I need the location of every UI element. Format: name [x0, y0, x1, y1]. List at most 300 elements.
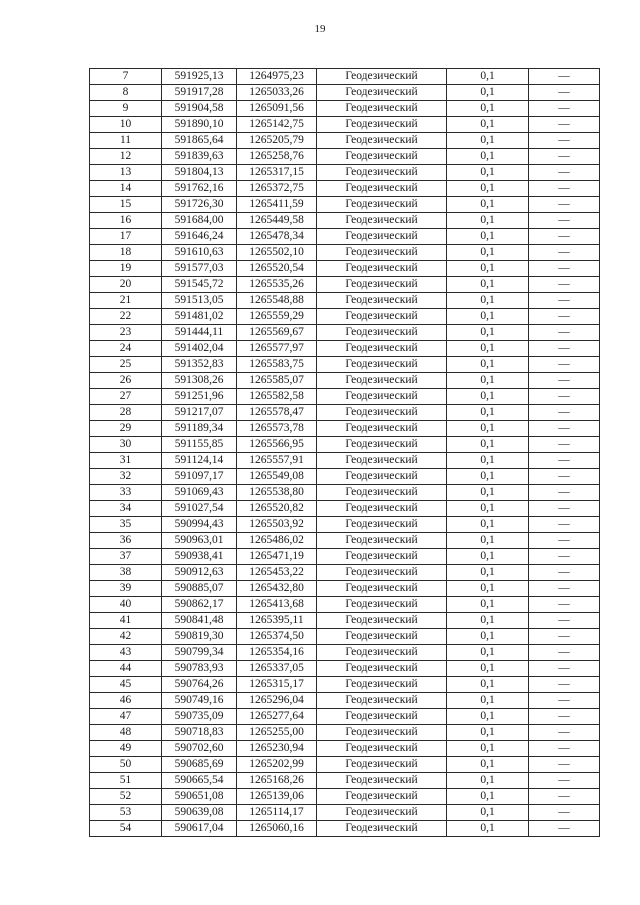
method-cell: Геодезический — [317, 485, 447, 501]
method-cell: Геодезический — [317, 165, 447, 181]
point-number-cell: 48 — [90, 725, 162, 741]
description-cell: — — [529, 277, 600, 293]
x-coordinate-cell: 590685,69 — [162, 757, 237, 773]
accuracy-cell: 0,1 — [447, 421, 529, 437]
point-number-cell: 24 — [90, 341, 162, 357]
method-cell: Геодезический — [317, 517, 447, 533]
x-coordinate-cell: 590764,26 — [162, 677, 237, 693]
accuracy-cell: 0,1 — [447, 373, 529, 389]
accuracy-cell: 0,1 — [447, 405, 529, 421]
y-coordinate-cell: 1265577,97 — [237, 341, 317, 357]
accuracy-cell: 0,1 — [447, 389, 529, 405]
description-cell: — — [529, 357, 600, 373]
y-coordinate-cell: 1265453,22 — [237, 565, 317, 581]
accuracy-cell: 0,1 — [447, 85, 529, 101]
method-cell: Геодезический — [317, 501, 447, 517]
y-coordinate-cell: 1265168,26 — [237, 773, 317, 789]
description-cell: — — [529, 629, 600, 645]
description-cell: — — [529, 101, 600, 117]
table-row — [90, 597, 600, 613]
description-cell: — — [529, 773, 600, 789]
description-cell: — — [529, 805, 600, 821]
table-row — [90, 405, 600, 421]
point-number-cell: 29 — [90, 421, 162, 437]
x-coordinate-cell: 590963,01 — [162, 533, 237, 549]
y-coordinate-cell: 1265573,78 — [237, 421, 317, 437]
point-number-cell: 16 — [90, 213, 162, 229]
accuracy-cell: 0,1 — [447, 709, 529, 725]
coordinates-table — [89, 68, 600, 837]
table-row — [90, 213, 600, 229]
y-coordinate-cell: 1265566,95 — [237, 437, 317, 453]
x-coordinate-cell: 590617,04 — [162, 821, 237, 837]
point-number-cell: 37 — [90, 549, 162, 565]
description-cell: — — [529, 453, 600, 469]
method-cell: Геодезический — [317, 325, 447, 341]
y-coordinate-cell: 1265337,05 — [237, 661, 317, 677]
table-row — [90, 373, 600, 389]
y-coordinate-cell: 1265114,17 — [237, 805, 317, 821]
x-coordinate-cell: 591189,34 — [162, 421, 237, 437]
point-number-cell: 21 — [90, 293, 162, 309]
accuracy-cell: 0,1 — [447, 821, 529, 837]
x-coordinate-cell: 591890,10 — [162, 117, 237, 133]
x-coordinate-cell: 591610,63 — [162, 245, 237, 261]
accuracy-cell: 0,1 — [447, 309, 529, 325]
table-row — [90, 581, 600, 597]
point-number-cell: 10 — [90, 117, 162, 133]
x-coordinate-cell: 591097,17 — [162, 469, 237, 485]
x-coordinate-cell: 590735,09 — [162, 709, 237, 725]
x-coordinate-cell: 590994,43 — [162, 517, 237, 533]
accuracy-cell: 0,1 — [447, 165, 529, 181]
method-cell: Геодезический — [317, 293, 447, 309]
description-cell: — — [529, 485, 600, 501]
point-number-cell: 22 — [90, 309, 162, 325]
x-coordinate-cell: 590862,17 — [162, 597, 237, 613]
x-coordinate-cell: 591925,13 — [162, 69, 237, 85]
accuracy-cell: 0,1 — [447, 693, 529, 709]
point-number-cell: 46 — [90, 693, 162, 709]
y-coordinate-cell: 1265578,47 — [237, 405, 317, 421]
method-cell: Геодезический — [317, 677, 447, 693]
method-cell: Геодезический — [317, 661, 447, 677]
y-coordinate-cell: 1265549,08 — [237, 469, 317, 485]
point-number-cell: 52 — [90, 789, 162, 805]
description-cell: — — [529, 165, 600, 181]
y-coordinate-cell: 1265317,15 — [237, 165, 317, 181]
x-coordinate-cell: 591917,28 — [162, 85, 237, 101]
description-cell: — — [529, 373, 600, 389]
point-number-cell: 35 — [90, 517, 162, 533]
table-row — [90, 437, 600, 453]
x-coordinate-cell: 591684,00 — [162, 213, 237, 229]
description-cell: — — [529, 149, 600, 165]
description-cell: — — [529, 693, 600, 709]
method-cell: Геодезический — [317, 757, 447, 773]
accuracy-cell: 0,1 — [447, 437, 529, 453]
y-coordinate-cell: 1265230,94 — [237, 741, 317, 757]
y-coordinate-cell: 1265503,92 — [237, 517, 317, 533]
x-coordinate-cell: 591577,03 — [162, 261, 237, 277]
y-coordinate-cell: 1265520,82 — [237, 501, 317, 517]
y-coordinate-cell: 1265478,34 — [237, 229, 317, 245]
description-cell: — — [529, 741, 600, 757]
method-cell: Геодезический — [317, 101, 447, 117]
point-number-cell: 47 — [90, 709, 162, 725]
accuracy-cell: 0,1 — [447, 69, 529, 85]
method-cell: Геодезический — [317, 533, 447, 549]
accuracy-cell: 0,1 — [447, 677, 529, 693]
method-cell: Геодезический — [317, 133, 447, 149]
method-cell: Геодезический — [317, 581, 447, 597]
accuracy-cell: 0,1 — [447, 325, 529, 341]
table-row — [90, 229, 600, 245]
accuracy-cell: 0,1 — [447, 453, 529, 469]
x-coordinate-cell: 590718,83 — [162, 725, 237, 741]
description-cell: — — [529, 789, 600, 805]
description-cell: — — [529, 309, 600, 325]
y-coordinate-cell: 1265277,64 — [237, 709, 317, 725]
accuracy-cell: 0,1 — [447, 629, 529, 645]
table-row — [90, 133, 600, 149]
description-cell: — — [529, 533, 600, 549]
method-cell: Геодезический — [317, 789, 447, 805]
table-row — [90, 117, 600, 133]
x-coordinate-cell: 591124,14 — [162, 453, 237, 469]
description-cell: — — [529, 341, 600, 357]
x-coordinate-cell: 591839,63 — [162, 149, 237, 165]
method-cell: Геодезический — [317, 341, 447, 357]
method-cell: Геодезический — [317, 277, 447, 293]
point-number-cell: 20 — [90, 277, 162, 293]
y-coordinate-cell: 1265449,58 — [237, 213, 317, 229]
y-coordinate-cell: 1265374,50 — [237, 629, 317, 645]
y-coordinate-cell: 1265413,68 — [237, 597, 317, 613]
y-coordinate-cell: 1265559,29 — [237, 309, 317, 325]
y-coordinate-cell: 1265486,02 — [237, 533, 317, 549]
description-cell: — — [529, 69, 600, 85]
table-row — [90, 517, 600, 533]
y-coordinate-cell: 1265535,26 — [237, 277, 317, 293]
table-row — [90, 453, 600, 469]
x-coordinate-cell: 591762,16 — [162, 181, 237, 197]
accuracy-cell: 0,1 — [447, 341, 529, 357]
table-row — [90, 149, 600, 165]
table-row — [90, 197, 600, 213]
method-cell: Геодезический — [317, 389, 447, 405]
table-row — [90, 261, 600, 277]
accuracy-cell: 0,1 — [447, 565, 529, 581]
accuracy-cell: 0,1 — [447, 581, 529, 597]
point-number-cell: 33 — [90, 485, 162, 501]
point-number-cell: 26 — [90, 373, 162, 389]
description-cell: — — [529, 405, 600, 421]
x-coordinate-cell: 591646,24 — [162, 229, 237, 245]
y-coordinate-cell: 1265502,10 — [237, 245, 317, 261]
method-cell: Геодезический — [317, 373, 447, 389]
page-number: 19 — [314, 23, 326, 35]
description-cell: — — [529, 389, 600, 405]
y-coordinate-cell: 1265585,07 — [237, 373, 317, 389]
table-row — [90, 821, 600, 837]
point-number-cell: 42 — [90, 629, 162, 645]
y-coordinate-cell: 1265432,80 — [237, 581, 317, 597]
x-coordinate-cell: 590819,30 — [162, 629, 237, 645]
x-coordinate-cell: 591513,05 — [162, 293, 237, 309]
y-coordinate-cell: 1265471,19 — [237, 549, 317, 565]
y-coordinate-cell: 1265372,75 — [237, 181, 317, 197]
table-row — [90, 725, 600, 741]
point-number-cell: 11 — [90, 133, 162, 149]
table-row — [90, 341, 600, 357]
point-number-cell: 15 — [90, 197, 162, 213]
description-cell: — — [529, 501, 600, 517]
accuracy-cell: 0,1 — [447, 485, 529, 501]
accuracy-cell: 0,1 — [447, 773, 529, 789]
coordinates-table-body — [90, 69, 600, 837]
y-coordinate-cell: 1265520,54 — [237, 261, 317, 277]
table-row — [90, 677, 600, 693]
method-cell: Геодезический — [317, 261, 447, 277]
method-cell: Геодезический — [317, 613, 447, 629]
table-row — [90, 773, 600, 789]
x-coordinate-cell: 591444,11 — [162, 325, 237, 341]
accuracy-cell: 0,1 — [447, 101, 529, 117]
table-row — [90, 165, 600, 181]
method-cell: Геодезический — [317, 645, 447, 661]
table-row — [90, 277, 600, 293]
accuracy-cell: 0,1 — [447, 245, 529, 261]
x-coordinate-cell: 591155,85 — [162, 437, 237, 453]
point-number-cell: 45 — [90, 677, 162, 693]
table-row — [90, 549, 600, 565]
point-number-cell: 9 — [90, 101, 162, 117]
method-cell: Геодезический — [317, 773, 447, 789]
point-number-cell: 7 — [90, 69, 162, 85]
point-number-cell: 32 — [90, 469, 162, 485]
y-coordinate-cell: 1265557,91 — [237, 453, 317, 469]
description-cell: — — [529, 469, 600, 485]
y-coordinate-cell: 1265139,06 — [237, 789, 317, 805]
point-number-cell: 28 — [90, 405, 162, 421]
x-coordinate-cell: 591251,96 — [162, 389, 237, 405]
method-cell: Геодезический — [317, 629, 447, 645]
description-cell: — — [529, 597, 600, 613]
y-coordinate-cell: 1264975,23 — [237, 69, 317, 85]
point-number-cell: 25 — [90, 357, 162, 373]
y-coordinate-cell: 1265538,80 — [237, 485, 317, 501]
description-cell: — — [529, 213, 600, 229]
x-coordinate-cell: 590885,07 — [162, 581, 237, 597]
description-cell: — — [529, 229, 600, 245]
table-row — [90, 501, 600, 517]
method-cell: Геодезический — [317, 149, 447, 165]
table-row — [90, 181, 600, 197]
description-cell: — — [529, 709, 600, 725]
accuracy-cell: 0,1 — [447, 469, 529, 485]
method-cell: Геодезический — [317, 437, 447, 453]
y-coordinate-cell: 1265091,56 — [237, 101, 317, 117]
method-cell: Геодезический — [317, 181, 447, 197]
y-coordinate-cell: 1265202,99 — [237, 757, 317, 773]
description-cell: — — [529, 821, 600, 837]
accuracy-cell: 0,1 — [447, 229, 529, 245]
table-row — [90, 805, 600, 821]
x-coordinate-cell: 591217,07 — [162, 405, 237, 421]
point-number-cell: 12 — [90, 149, 162, 165]
accuracy-cell: 0,1 — [447, 213, 529, 229]
point-number-cell: 18 — [90, 245, 162, 261]
y-coordinate-cell: 1265296,04 — [237, 693, 317, 709]
point-number-cell: 51 — [90, 773, 162, 789]
description-cell: — — [529, 421, 600, 437]
description-cell: — — [529, 181, 600, 197]
method-cell: Геодезический — [317, 229, 447, 245]
method-cell: Геодезический — [317, 69, 447, 85]
accuracy-cell: 0,1 — [447, 741, 529, 757]
method-cell: Геодезический — [317, 405, 447, 421]
x-coordinate-cell: 590651,08 — [162, 789, 237, 805]
table-row — [90, 293, 600, 309]
accuracy-cell: 0,1 — [447, 149, 529, 165]
x-coordinate-cell: 590749,16 — [162, 693, 237, 709]
description-cell: — — [529, 293, 600, 309]
point-number-cell: 44 — [90, 661, 162, 677]
point-number-cell: 38 — [90, 565, 162, 581]
table-row — [90, 693, 600, 709]
accuracy-cell: 0,1 — [447, 645, 529, 661]
description-cell: — — [529, 613, 600, 629]
table-row — [90, 533, 600, 549]
accuracy-cell: 0,1 — [447, 501, 529, 517]
method-cell: Геодезический — [317, 421, 447, 437]
x-coordinate-cell: 590665,54 — [162, 773, 237, 789]
point-number-cell: 41 — [90, 613, 162, 629]
accuracy-cell: 0,1 — [447, 197, 529, 213]
table-row — [90, 309, 600, 325]
x-coordinate-cell: 591069,43 — [162, 485, 237, 501]
accuracy-cell: 0,1 — [447, 133, 529, 149]
description-cell: — — [529, 661, 600, 677]
accuracy-cell: 0,1 — [447, 613, 529, 629]
point-number-cell: 30 — [90, 437, 162, 453]
accuracy-cell: 0,1 — [447, 661, 529, 677]
point-number-cell: 54 — [90, 821, 162, 837]
y-coordinate-cell: 1265205,79 — [237, 133, 317, 149]
description-cell: — — [529, 85, 600, 101]
table-row — [90, 469, 600, 485]
accuracy-cell: 0,1 — [447, 261, 529, 277]
point-number-cell: 8 — [90, 85, 162, 101]
table-row — [90, 357, 600, 373]
accuracy-cell: 0,1 — [447, 725, 529, 741]
table-row — [90, 661, 600, 677]
method-cell: Геодезический — [317, 709, 447, 725]
description-cell: — — [529, 133, 600, 149]
y-coordinate-cell: 1265142,75 — [237, 117, 317, 133]
point-number-cell: 31 — [90, 453, 162, 469]
table-row — [90, 565, 600, 581]
accuracy-cell: 0,1 — [447, 357, 529, 373]
method-cell: Геодезический — [317, 85, 447, 101]
y-coordinate-cell: 1265060,16 — [237, 821, 317, 837]
x-coordinate-cell: 591308,26 — [162, 373, 237, 389]
x-coordinate-cell: 591481,02 — [162, 309, 237, 325]
point-number-cell: 53 — [90, 805, 162, 821]
y-coordinate-cell: 1265411,59 — [237, 197, 317, 213]
x-coordinate-cell: 591726,30 — [162, 197, 237, 213]
method-cell: Геодезический — [317, 725, 447, 741]
point-number-cell: 34 — [90, 501, 162, 517]
accuracy-cell: 0,1 — [447, 757, 529, 773]
description-cell: — — [529, 677, 600, 693]
method-cell: Геодезический — [317, 245, 447, 261]
y-coordinate-cell: 1265258,76 — [237, 149, 317, 165]
point-number-cell: 27 — [90, 389, 162, 405]
description-cell: — — [529, 245, 600, 261]
description-cell: — — [529, 517, 600, 533]
description-cell: — — [529, 581, 600, 597]
y-coordinate-cell: 1265582,58 — [237, 389, 317, 405]
table-row — [90, 741, 600, 757]
x-coordinate-cell: 590841,48 — [162, 613, 237, 629]
table-row — [90, 613, 600, 629]
accuracy-cell: 0,1 — [447, 789, 529, 805]
description-cell: — — [529, 261, 600, 277]
description-cell: — — [529, 549, 600, 565]
accuracy-cell: 0,1 — [447, 597, 529, 613]
point-number-cell: 36 — [90, 533, 162, 549]
y-coordinate-cell: 1265255,00 — [237, 725, 317, 741]
x-coordinate-cell: 591545,72 — [162, 277, 237, 293]
accuracy-cell: 0,1 — [447, 517, 529, 533]
method-cell: Геодезический — [317, 549, 447, 565]
x-coordinate-cell: 591402,04 — [162, 341, 237, 357]
method-cell: Геодезический — [317, 197, 447, 213]
x-coordinate-cell: 590783,93 — [162, 661, 237, 677]
x-coordinate-cell: 591865,64 — [162, 133, 237, 149]
description-cell: — — [529, 645, 600, 661]
x-coordinate-cell: 591904,58 — [162, 101, 237, 117]
accuracy-cell: 0,1 — [447, 549, 529, 565]
point-number-cell: 43 — [90, 645, 162, 661]
table-row — [90, 389, 600, 405]
description-cell: — — [529, 117, 600, 133]
x-coordinate-cell: 591352,83 — [162, 357, 237, 373]
table-row — [90, 421, 600, 437]
y-coordinate-cell: 1265548,88 — [237, 293, 317, 309]
point-number-cell: 17 — [90, 229, 162, 245]
x-coordinate-cell: 590912,63 — [162, 565, 237, 581]
accuracy-cell: 0,1 — [447, 533, 529, 549]
x-coordinate-cell: 590702,60 — [162, 741, 237, 757]
table-row — [90, 485, 600, 501]
x-coordinate-cell: 590938,41 — [162, 549, 237, 565]
accuracy-cell: 0,1 — [447, 805, 529, 821]
table-row — [90, 101, 600, 117]
y-coordinate-cell: 1265315,17 — [237, 677, 317, 693]
x-coordinate-cell: 590799,34 — [162, 645, 237, 661]
point-number-cell: 49 — [90, 741, 162, 757]
table-row — [90, 69, 600, 85]
method-cell: Геодезический — [317, 821, 447, 837]
point-number-cell: 39 — [90, 581, 162, 597]
y-coordinate-cell: 1265569,67 — [237, 325, 317, 341]
accuracy-cell: 0,1 — [447, 277, 529, 293]
point-number-cell: 23 — [90, 325, 162, 341]
x-coordinate-cell: 590639,08 — [162, 805, 237, 821]
